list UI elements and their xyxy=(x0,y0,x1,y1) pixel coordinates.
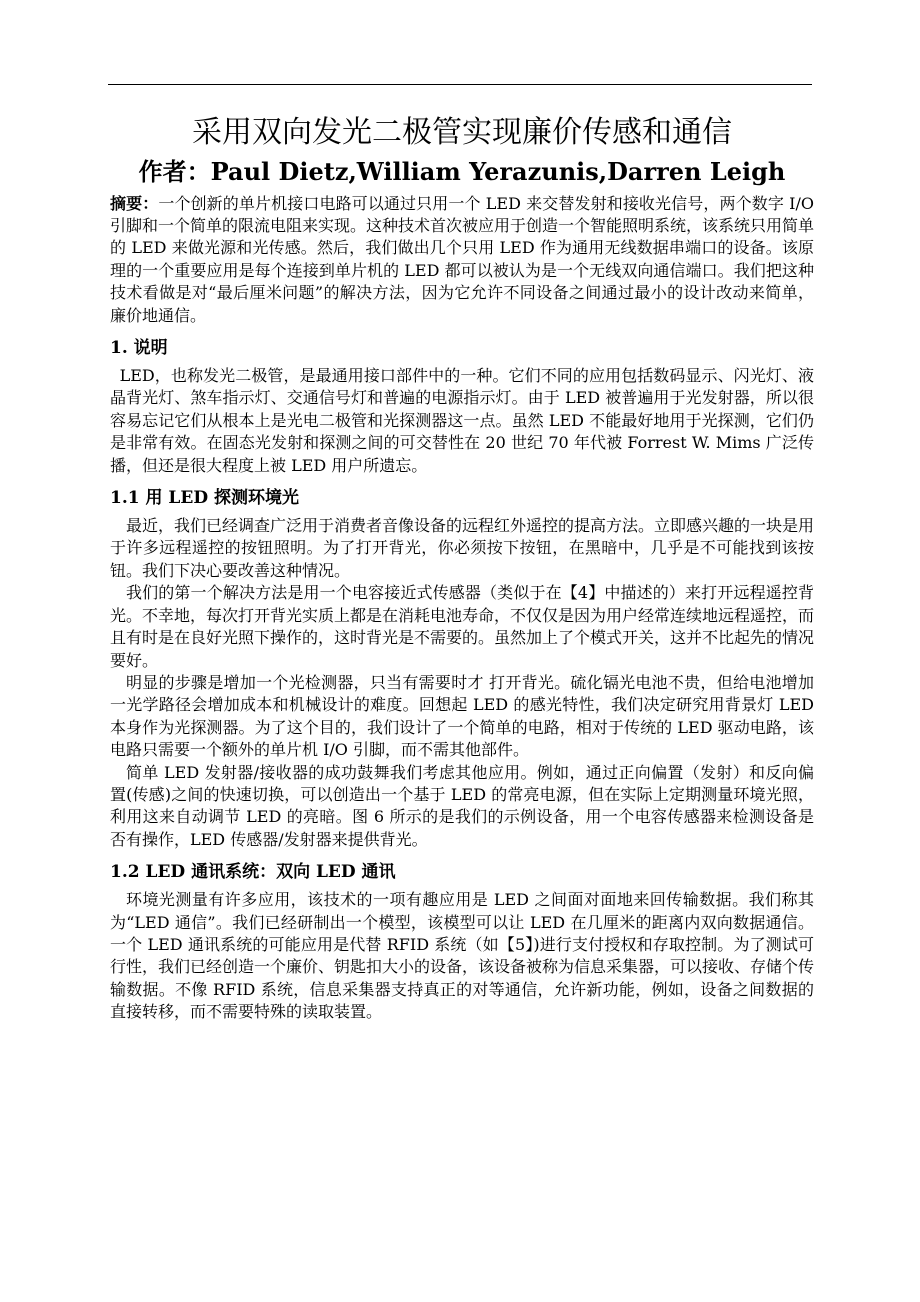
paper-authors: 作者：Paul Dietz,William Yerazunis,Darren Leigh xyxy=(138,157,786,186)
section-heading: 1.1 用 LED 探测环境光 xyxy=(110,488,299,509)
section-heading: 1.2 LED 通讯系统：双向 LED 通讯 xyxy=(110,862,396,883)
paragraph: 环境光测量有许多应用，该技术的一项有趣应用是 LED 之间面对面地来回传输数据。我们称其为“LED 通信”。我们已经研制出一个模型，该模型可以让 LED 在几厘米的距离内双向数据通信。一个 LED 通讯系统的可能应用是代替 RFID 系统（如【5】)进行支付授权和存取控制。为了测试可行性，我们已经创造一个廉价、钥匙扣大小的设备，该设备被称为信息采集器，可以接收、存储个传输数据。不像 RFID 系统，信息采集器支持真正的对等通信，允许新功能，例如，设备之间数据的直接转移，而不需要特殊的读取装置。 xyxy=(110,890,815,1022)
paragraph: LED，也称发光二极管，是最通用接口部件中的一种。它们不同的应用包括数码显示、闪光灯、液晶背光灯、煞车指示灯、交通信号灯和普遍的电源指示灯。由于 LED 被普遍用于光发射器，所以很容易忘记它们从根本上是光电二极管和光探测器这一点。虽然 LED 不能最好地用于光探测，它们仍是非常有效。在固态光发射和探测之间的可交替性在 20 世纪 70 年代被 Forrest W. Mims 广泛传播，但还是很大程度上被 LED 用户所遗忘。 xyxy=(110,366,814,475)
paragraph: 最近，我们已经调查广泛用于消费者音像设备的远程红外遥控的提高方法。立即感兴趣的一块是用于许多远程遥控的按钮照明。为了打开背光，你必须按下按钮，在黑暗中，几乎是不可能找到该按钮。我们下决心要改善这种情况。 xyxy=(110,516,815,580)
paragraph: 明显的步骤是增加一个光检测器，只当有需要时才 打开背光。硫化镉光电池不贵，但给电池增加一光学路径会增加成本和机械设计的难度。回想起 LED 的感光特性，我们决定研究用背景灯 LED 本身作为光探测器。为了这个目的，我们设计了一个简单的电路，相对于传统的 LED 驱动电路，该电路只需要一个额外的单片机 I/O 引脚，而不需其他部件。 xyxy=(110,672,814,760)
paragraph: 简单 LED 发射器/接收器的成功鼓舞我们考虑其他应用。例如，通过正向偏置（发射）和反向偏置(传感)之间的快速切换，可以创造出一个基于 LED 的常亮电源，但在实际上定期测量环境光照，利用这来自动调节 LED 的亮暗。图 6 所示的是我们的示例设备，用一个电容传感器来检测设备是否有操作，LED 传感器/发射器来提供背光。 xyxy=(110,762,814,849)
abstract-label: 摘要： xyxy=(110,193,159,213)
header-rule xyxy=(108,84,812,85)
section-heading: 1. 说明 xyxy=(110,338,168,359)
section-introduction xyxy=(110,336,814,477)
document-body xyxy=(110,110,814,1024)
abstract xyxy=(110,193,814,327)
section-led-communication xyxy=(110,860,814,1023)
abstract-text: 一个创新的单片机接口电路可以通过只用一个 LED 来交替发射和接收光信号，两个数字 I/O 引脚和一个简单的限流电阻来实现。这种技术首次被应用于创造一个智能照明系统，该系统只用简单的 LED 来做光源和光传感。然后，我们做出几个只用 LED 作为通用无线数据串端口的设备。该原理的一个重要应用是每个连接到单片机的 LED 都可以被认为是一个无线双向通信端口。我们把这种技术看做是对“最后厘米问题”的解决方法，因为它允许不同设备之间通过最小的设计改动来简单，廉价地通信。 xyxy=(110,193,815,325)
paragraph: 我们的第一个解决方法是用一个电容接近式传感器（类似于在【4】中描述的）来打开远程遥控背光。不幸地，每次打开背光实质上都是在消耗电池寿命，不仅仅是因为用户经常连续地远程遥控，而且有时是在良好光照下操作的，这时背光是不需要的。虽然加上了个模式开关，这并不比起先的情况要好。 xyxy=(110,583,815,670)
section-ambient-light xyxy=(110,486,814,851)
paper-title: 采用双向发光二极管实现廉价传感和通信 xyxy=(192,115,732,150)
